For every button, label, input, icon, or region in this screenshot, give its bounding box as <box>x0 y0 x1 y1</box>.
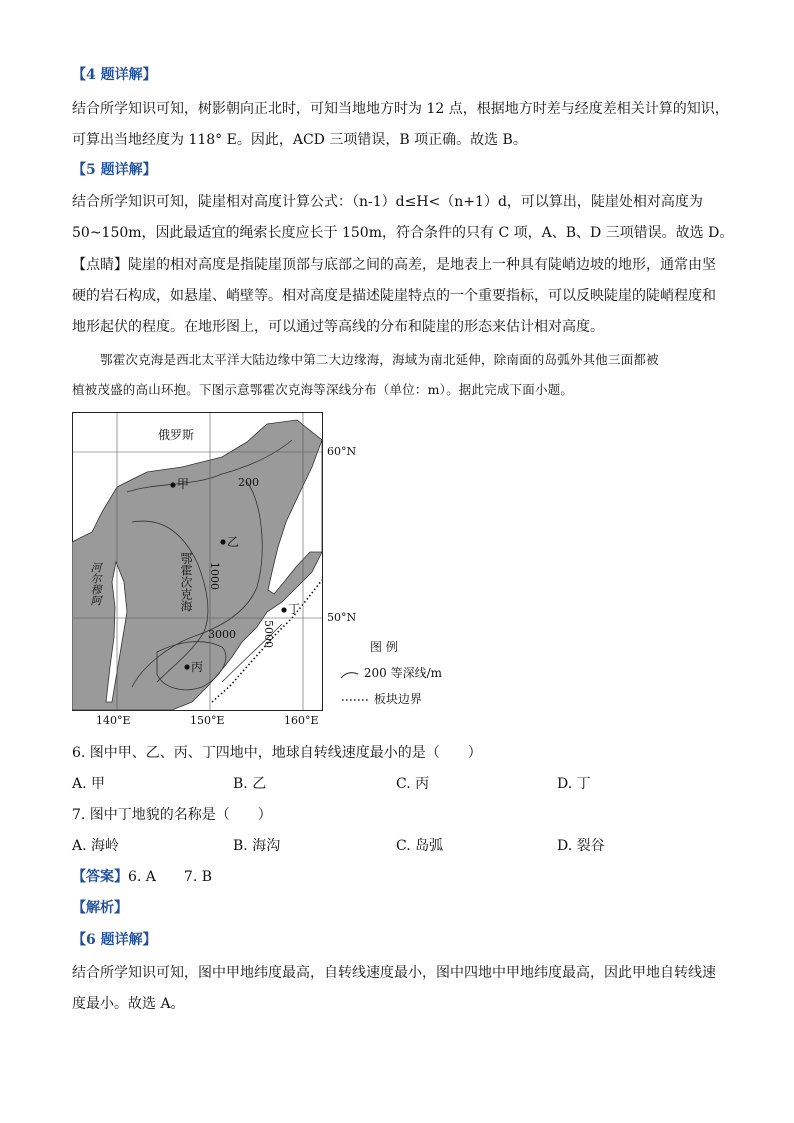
q6-option-b: B. 乙 <box>233 776 267 792</box>
river-label: 河尔穆阿 <box>89 562 102 606</box>
contour-200-label: 200 <box>238 476 259 489</box>
sea-name-label: 鄂霍次克海 <box>179 552 193 612</box>
q6-option-d: D. 丁 <box>557 776 591 792</box>
contour-3000-label: 3000 <box>208 628 236 641</box>
legend-boundary-label: 板块边界 <box>373 692 422 706</box>
q7-stem: 7. 图中丁地貌的名称是（ ） <box>72 807 272 823</box>
intro-line1: 鄂霍次克海是西北太平洋大陆边缘中第二大边缘海，海域为南北延伸，除南面的岛弧外其他三面都被 <box>100 352 659 367</box>
section5-heading: 【5 题详解】 <box>72 162 157 178</box>
label-lon-160: 160°E <box>284 714 319 727</box>
point-jia: 甲 <box>177 477 190 491</box>
section6-line1: 结合所学知识可知，图中甲地纬度最高，自转线速度最小，图中四地中甲地纬度最高，因此甲地自转线速 <box>72 965 716 981</box>
contour-1000-label: 1000 <box>208 562 221 590</box>
q7-option-c: C. 岛弧 <box>396 838 444 854</box>
section4-line2: 可算出当地经度为 118° E。因此，ACD 三项错误，B 项正确。故选 B。 <box>72 132 527 148</box>
section5-line2: 50~150m，因此最适宜的绳索长度应长于 150m，符合条件的只有 C 项，A、B、D 三项错误。故选 D。 <box>72 225 734 241</box>
point-bing: 丙 <box>191 660 204 674</box>
point-ding: 丁 <box>288 602 301 616</box>
label-lat-50: 50°N <box>327 611 357 624</box>
contour-5000-label: 5000 <box>262 620 275 648</box>
answer-line <box>72 867 212 887</box>
map-legend <box>340 638 450 718</box>
analysis-label: 【解析】 <box>72 900 128 916</box>
answer-label: 【答案】 <box>72 869 128 885</box>
plate-boundary-icon <box>340 694 370 706</box>
section4-heading: 【4 题详解】 <box>72 67 157 83</box>
label-lon-140: 140°E <box>96 714 131 727</box>
contour-line-icon <box>340 668 360 680</box>
tips-line2: 硬的岩石构成，如悬崖、峭壁等。相对高度是描述陡崖特点的一个重要指标，可以反映陡崖的陡峭程度和 <box>72 288 716 304</box>
section4-line1: 结合所学知识可知，树影朝向正北时，可知当地地方时为 12 点，根据地方时差与经度差相关计算的知识， <box>72 101 729 117</box>
legend-contour-row <box>340 664 442 681</box>
q7-option-a: A. 海岭 <box>72 838 120 854</box>
section6-line2: 度最小。故选 A。 <box>72 996 185 1012</box>
legend-contour-label: 等深线/m <box>390 666 442 680</box>
intro-line2: 植被茂盛的高山环抱。下图示意鄂霍次克海等深线分布（单位：m）。据此完成下面小题。 <box>72 382 574 397</box>
label-lat-60: 60°N <box>327 445 357 458</box>
legend-title: 图 例 <box>370 640 398 654</box>
point-yi: 乙 <box>227 535 240 549</box>
answer-value: 6. A 7. B <box>128 869 213 885</box>
legend-boundary-row <box>340 690 422 707</box>
q7-option-d: D. 裂谷 <box>557 838 605 854</box>
q6-option-c: C. 丙 <box>396 776 430 792</box>
section6-heading: 【6 题详解】 <box>72 932 157 948</box>
label-lon-150: 150°E <box>190 714 225 727</box>
tips-line3: 地形起伏的程度。在地形图上，可以通过等高线的分布和陡崖的形态来估计相对高度。 <box>72 319 604 335</box>
q6-option-a: A. 甲 <box>72 776 106 792</box>
q6-stem: 6. 图中甲、乙、丙、丁四地中，地球自转线速度最小的是（ ） <box>72 745 482 761</box>
okhotsk-sea-map <box>72 412 357 730</box>
tips-line1: 【点睛】陡崖的相对高度是指陡崖顶部与底部之间的高差，是地表上一种具有陡峭边坡的地形，通常由坚 <box>72 257 716 273</box>
section5-line1: 结合所学知识可知，陡崖相对高度计算公式：（n-1）d≤H<（n+1）d，可以算出，陡崖处相对高度为 <box>72 194 703 210</box>
legend-contour-value: 200 <box>363 666 387 680</box>
q7-option-b: B. 海沟 <box>233 838 281 854</box>
label-russia: 俄罗斯 <box>158 428 195 442</box>
